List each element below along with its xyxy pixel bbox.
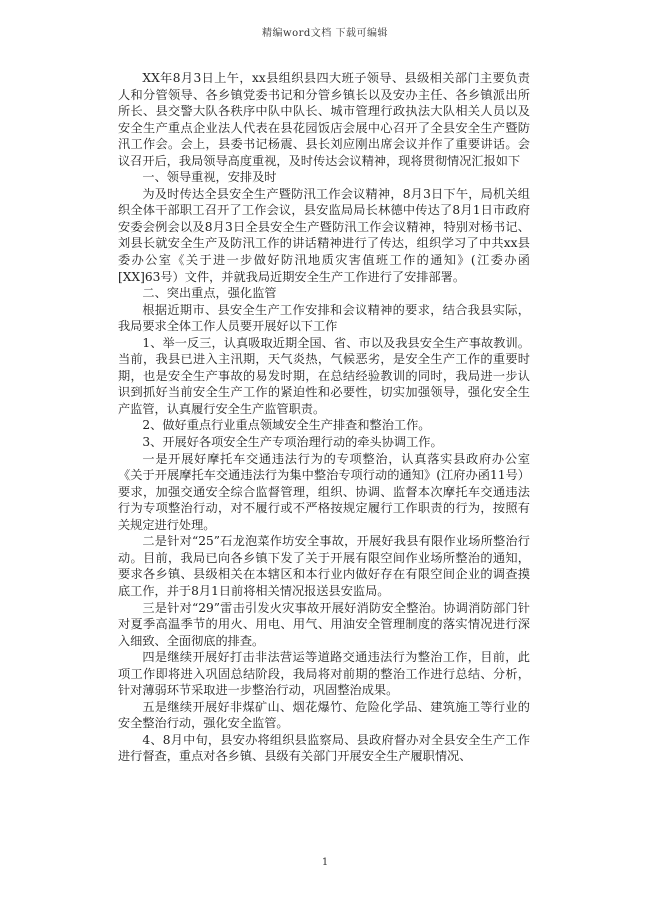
sub-item-3: 三是针对“29”雷击引发火灾事故开展好消防安全整治。协调消防部门针对夏季高温季节的用火、用电、用气、用油安全管理制度的落实情况进行深入细致、全面彻底的排查。: [118, 600, 530, 648]
section-heading-1: 一、领导重视，安排及时: [142, 170, 277, 185]
paragraph: 为及时传达全县安全生产暨防汛工作会议精神，8月3日下午，局机关组织全体干部职工召开了工作会议，县安监局局长林德中传达了8月1日市政府安委会例会以及8月3日全县安全生产暨防汛工作会议精神，特别对杨书记、刘县长就安全生产及防汛工作的讲话精神进行了传达，组织学习了中共xx县委办公室《关于进一步做好防汛地质灾害值班工作的通知》(江委办函[XX]63号）文件，并就我局近期安全生产工作进行了安排部署。: [118, 186, 530, 284]
sub-item-1: 一是开展好摩托车交通违法行为的专项整治，认真落实县政府办公室《关于开展摩托车交通违法行为集中整治专项行动的通知》(江府办函11号）要求，加强交通安全综合监督管理，组织、协调、监督本次摩托车交通违法行为专项整治行动，对不履行或不严格按规定履行工作职责的行为，按照有关规定进行处理。: [118, 451, 530, 532]
section-heading-2: 二、突出重点，强化监管: [142, 286, 277, 301]
list-item-2: 2、做好重点行业重点领域安全生产排查和整治工作。: [142, 418, 431, 433]
page-header: 精编word文档 下载可编辑: [262, 28, 388, 39]
paragraph-intro: XX年8月3日上午，xx县组织县四大班子领导、县级相关部门主要负责人和分管领导、各乡镇党委书记和分管乡镇长以及安办主任、各乡镇派出所所长、县交警大队各秩序中队中队长、城市管理行政执法大队相关人员以及安全生产重点企业法人代表在县花园饭店会展中心召开了全县安全生产暨防汛工作会。会上，县委书记杨震、县长刘应刚出席会议并作了重要讲话。会议召开后，我局领导高度重视，及时传达会议精神，现将贯彻情况汇报如下: [118, 71, 530, 168]
sub-item-5: 五是继续开展好非煤矿山、烟花爆竹、危险化学品、建筑施工等行业的安全整治行动，强化安全监管。: [118, 699, 530, 731]
sub-item-4: 四是继续开展好打击非法营运等道路交通违法行为整治工作，目前，此项工作即将进入巩固总结阶段，我局将对前期的整治工作进行总结、分析，针对薄弱环节采取进一步整治行动，巩固整治成果。: [118, 650, 530, 698]
sub-item-2: 二是针对“25”石龙泡菜作坊安全事故，开展好我县有限作业场所整治行动。目前，我局已向各乡镇下发了关于开展有限空间作业场所整治的通知，要求各乡镇、县级相关在本辖区和本行业内做好存在有限空间企业的调查摸底工作，并于8月1日前将相关情况报送县安监局。: [118, 534, 530, 598]
list-item-4: 4、8月中旬，县安办将组织县监察局、县政府督办对全县安全生产工作进行督查，重点对各乡镇、县级有关部门开展安全生产履职情况、: [118, 732, 530, 764]
document-body: [118, 70, 530, 765]
paragraph: 根据近期市、县安全生产工作安排和会议精神的要求，结合我县实际，我局要求全体工作人员要开展好以下工作: [118, 302, 530, 334]
list-item-3: 3、开展好各项安全生产专项治理行动的牵头协调工作。: [142, 435, 443, 450]
list-item-1: 1、举一反三，认真吸取近期全国、省、市以及我县安全生产事故教训。当前，我县已进入主汛期，天气炎热，气候恶劣，是安全生产工作的重要时期，也是安全生产事故的易发时期，在总结经验教训的同时，我局进一步认识到抓好当前安全生产工作的紧迫性和必要性，切实加强领导，强化安全生产监管，认真履行安全生产监管职责。: [118, 335, 530, 416]
page-number: 1: [321, 857, 329, 868]
